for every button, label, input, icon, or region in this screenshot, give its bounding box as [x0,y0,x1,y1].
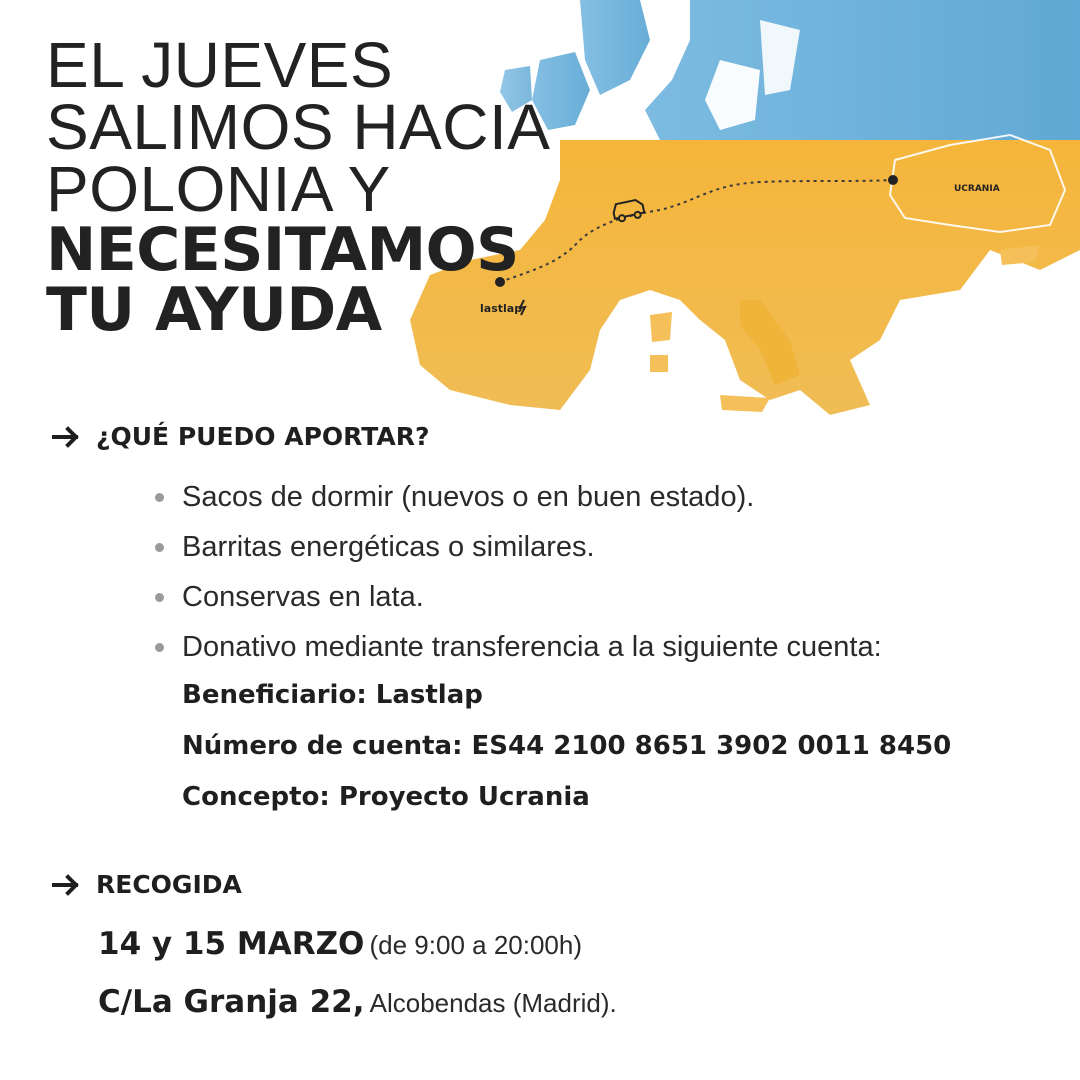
headline-line-4: NECESITAMOS [46,215,519,285]
section-contribute-heading [52,422,430,451]
section-pickup-title: RECOGIDA [96,870,242,899]
destination-marker [888,175,898,185]
contribute-list [152,472,1052,672]
section-pickup-heading [52,870,242,899]
list-item-text: Donativo mediante transferencia a la siguiente cuenta: [182,631,882,663]
lastlap-logo-text: lastlap [480,302,523,315]
headline-line-2: SALIMOS HACIA [46,91,551,163]
pickup-dates [98,926,998,962]
bullet-icon [155,543,164,552]
bank-concept: Concepto: Proyecto Ucrania [182,782,590,812]
bank-beneficiary: Beneficiario: Lastlap [182,680,483,710]
headline-line-5: TU AYUDA [46,275,382,345]
arrow-right-icon [52,873,84,897]
pickup-address-street: C/La Granja 22, [98,984,365,1020]
bullet-icon [155,593,164,602]
list-item-text: Conservas en lata. [182,581,424,613]
list-item [152,522,1052,572]
headline-line-3: POLONIA Y [46,153,391,225]
list-item [152,572,1052,622]
list-item [152,622,1052,672]
headline [46,29,606,345]
pickup-hours-text: (de 9:00 a 20:00h) [369,930,582,960]
list-item-text: Sacos de dormir (nuevos o en buen estado). [182,481,755,513]
list-item [152,472,1052,522]
arrow-right-icon [52,425,84,449]
headline-line-1: EL JUEVES [46,29,394,101]
pickup-dates-text: 14 y 15 MARZO [98,926,365,962]
ukraine-label: UCRANIA [954,184,1000,194]
bullet-icon [155,493,164,502]
list-item-text: Barritas energéticas o similares. [182,531,595,563]
pickup-address-city: Alcobendas (Madrid). [369,988,617,1018]
bullet-icon [155,643,164,652]
bank-account-number: Número de cuenta: ES44 2100 8651 3902 0011 8450 [182,731,952,761]
bank-details [182,670,1062,823]
section-contribute-title: ¿QUÉ PUEDO APORTAR? [96,422,430,451]
pickup-address [98,984,998,1020]
